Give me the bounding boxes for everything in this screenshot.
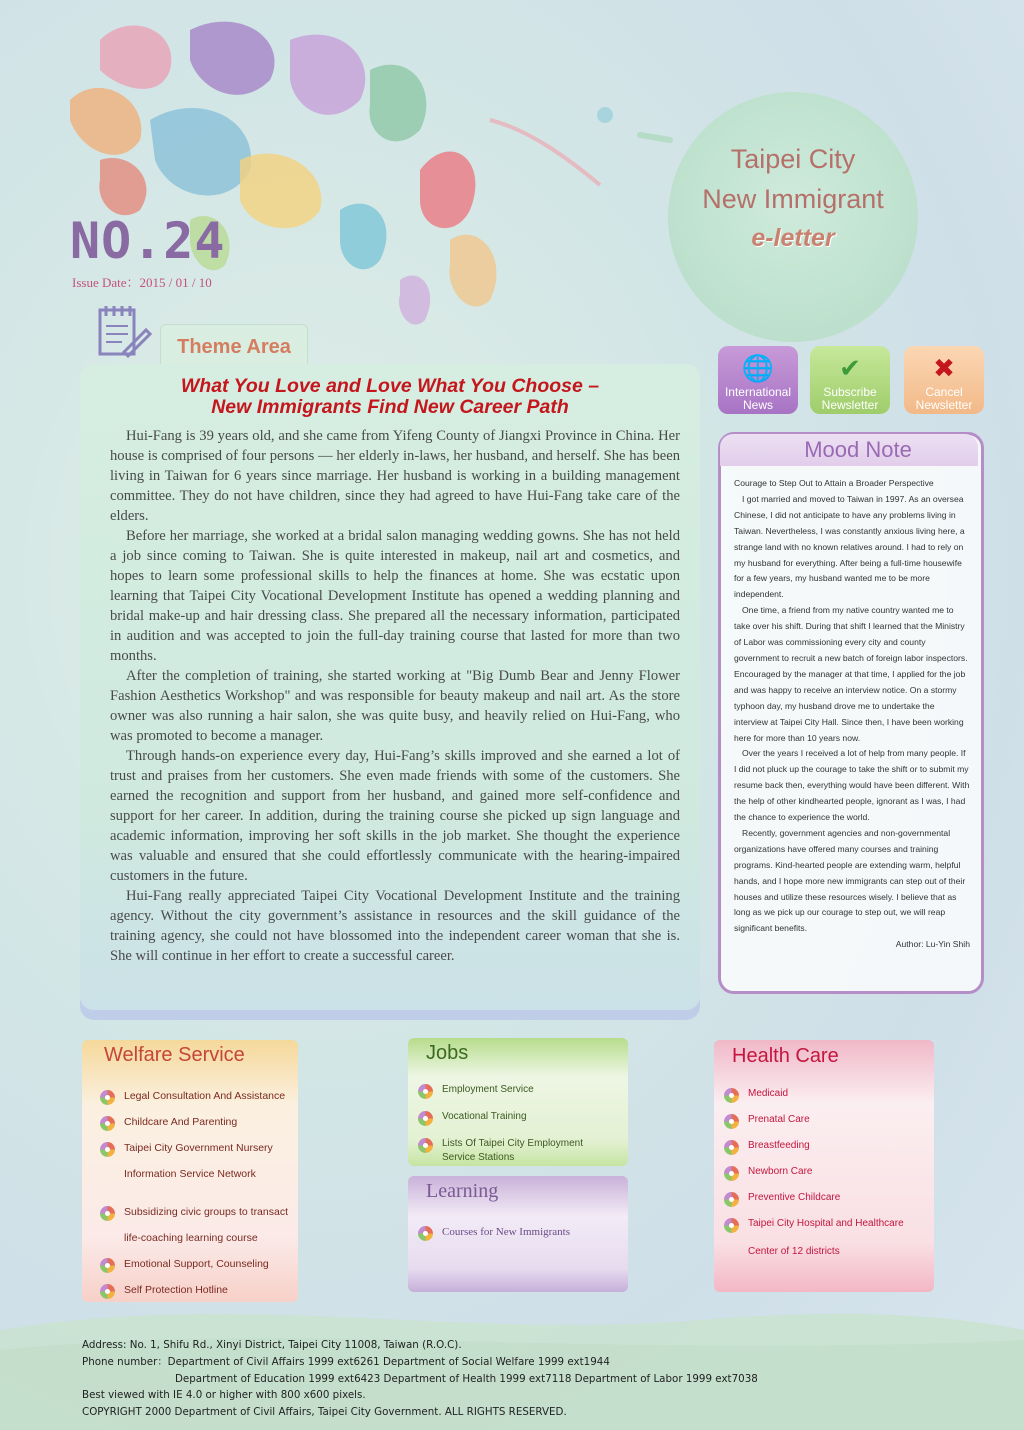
welfare-link[interactable]: Self Protection Hotline xyxy=(100,1284,300,1310)
footer-phone-line2: Department of Education 1999 ext6423 Department of Health 1999 ext7118 Department of Labor 1999 ext7038 xyxy=(175,1372,758,1385)
footer-address: Address: No. 1, Shifu Rd., Xinyi District, Taipei City 11008, Taiwan (R.O.C). xyxy=(82,1339,462,1351)
mood-note-paragraph: Recently, government agencies and non-governmental organizations have offered many courses and training programs. Kind-hearted people are extending warm, helpful hands, and I hope more new immigrants can step out of their houses and utilize these resources wisely. I believe that as long as we pick up our courage to step out, we will reap significant benefits. xyxy=(734,827,966,934)
subscribe-newsletter-button[interactable]: ✔ Subscribe Newsletter xyxy=(810,346,890,414)
mood-note-author: Author: Lu-Yin Shih xyxy=(895,939,970,950)
welfare-service-panel xyxy=(82,1040,298,1302)
health-care-title: Health Care xyxy=(732,1045,839,1067)
globe-icon: 🌐 xyxy=(741,353,775,383)
jobs-link[interactable]: Service Stations xyxy=(442,1152,515,1163)
pie-bullet-icon xyxy=(418,1111,433,1126)
pie-bullet-icon xyxy=(724,1166,739,1181)
newsletter-title-line3: e-letter xyxy=(751,224,835,252)
page-footer xyxy=(82,1337,982,1421)
pie-bullet-icon xyxy=(100,1090,115,1105)
welfare-link[interactable]: Taipei City Government Nursery xyxy=(100,1142,300,1168)
mood-note-paragraph: Over the years I received a lot of help from many people. If I did not pluck up the courage to take the shift or to submit my resume back then, everything would have been different. With the help of other kindhearted people, ignorant as I was, I had the chance to experience the world. xyxy=(734,748,970,823)
pie-bullet-icon xyxy=(724,1192,739,1207)
pie-bullet-icon xyxy=(724,1114,739,1129)
welfare-link[interactable]: Information Service Network xyxy=(124,1168,256,1180)
learning-panel xyxy=(408,1176,628,1292)
health-care-panel xyxy=(714,1040,934,1292)
cancel-newsletter-button[interactable]: ✖ Cancel Newsletter xyxy=(904,346,984,414)
jobs-title: Jobs xyxy=(426,1042,469,1064)
welfare-link[interactable]: Childcare And Parenting xyxy=(100,1116,300,1142)
health-link[interactable]: Taipei City Hospital and Healthcare xyxy=(724,1218,929,1246)
jobs-panel xyxy=(408,1038,628,1166)
welfare-link[interactable]: Legal Consultation And Assistance xyxy=(100,1090,300,1116)
health-link[interactable]: Medicaid xyxy=(724,1088,929,1114)
article-paragraph: After the completion of training, she started working at "Big Dumb Bear and Jenny Flower Fashion Aesthetics Workshop" and was responsible for beauty makeup and nail art. As the store owner was also running a hair salon, she was quite busy, and heavily relied on Hui-Fang, who was promoted to become a manager. xyxy=(110,668,680,744)
mood-note-paragraph: One time, a friend from my native country wanted me to take over his shift. During that shift I learned that the Ministry of Labor was commissioning every city and county government to recruit a new batch of foreign labor inspectors. Encouraged by the manager at that time, I applied for the job and was happy to receive an interview notice. On a stormy typhoon day, my husband drove me to undertake the interview at Taipei City Hall. Since then, I have been working here for more than 10 years now. xyxy=(734,605,968,743)
health-link[interactable]: Newborn Care xyxy=(724,1166,929,1192)
article-paragraph: Through hands-on experience every day, Hui-Fang’s skills improved and she earned a lot of trust and praises from her customers. She even made friends with some of the customers. She earned the recognition and support from her husband, and gained more self-confidence and support for her career. In addition, during the training course she picked up sign language and academic information, improving her soft skills in the job market. She thought the experience was valuable and ensured that she could effortlessly communicate with the hearing-impaired customers in the future. xyxy=(110,748,680,884)
health-link[interactable]: Center of 12 districts xyxy=(748,1246,840,1257)
pie-bullet-icon xyxy=(100,1258,115,1273)
article-headline-line1: What You Love and Love What You Choose – xyxy=(180,375,600,397)
health-link[interactable]: Breastfeeding xyxy=(724,1140,929,1166)
title-circle xyxy=(668,92,918,342)
issue-number: NO.24 xyxy=(70,212,226,270)
mood-note-paragraph: I got married and moved to Taiwan in 1997. As an oversea Chinese, I did not anticipate to have any problems living in Taiwan. Nevertheless, I was constantly anxious living here, a strange land with no known relatives around. I had to rely on my husband for everything. After being a full-time housewife for a few years, my husband wanted me to be more independent. xyxy=(734,493,965,600)
footer-browser-note: Best viewed with IE 4.0 or higher with 800 x600 pixels. xyxy=(82,1389,366,1402)
welfare-link[interactable]: Emotional Support, Counseling xyxy=(100,1258,300,1284)
checkmark-icon: ✔ xyxy=(839,353,861,383)
newsletter-title-line2: New Immigrant xyxy=(702,184,884,214)
article-headline xyxy=(100,376,680,418)
pie-bullet-icon xyxy=(418,1138,433,1153)
mood-note-subtitle: Courage to Step Out to Attain a Broader Perspective xyxy=(734,478,934,488)
pie-bullet-icon xyxy=(100,1206,115,1221)
welfare-link[interactable]: life-coaching learning course xyxy=(124,1232,258,1244)
issue-date: Issue Date：2015 / 01 / 10 xyxy=(72,275,212,290)
pie-bullet-icon xyxy=(100,1116,115,1131)
article-headline-line2: New Immigrants Find New Career Path xyxy=(211,396,569,418)
pie-bullet-icon xyxy=(724,1140,739,1155)
article-paragraph: Hui-Fang really appreciated Taipei City Vocational Development Institute and the training agency. Without the city government’s assistance in resources and the skill guidance of the training agency, she could not have blossomed into the independent career woman that she is. She will continue in her effort to create a successful career. xyxy=(110,888,680,964)
learning-link[interactable]: Courses for New Immigrants xyxy=(418,1226,623,1246)
mood-note-body xyxy=(734,476,970,953)
theme-area-tab: Theme Area xyxy=(160,324,308,367)
learning-title: Learning xyxy=(426,1180,499,1202)
article-paragraph: Before her marriage, she worked at a bridal salon managing wedding gowns. She has not held a job since coming to Taiwan. She is quite interested in makeup, nail art and cosmetics, and hopes to learn some professional skills to help the finances at home. She was ecstatic upon learning that Taipei City Vocational Development Institute has opened a wedding planning and bridal make-up and hair dressing class. She prepared all the necessary information, participated in audition and was accepted to join the full-day training course that lasted for more than two months. xyxy=(110,528,680,664)
pie-bullet-icon xyxy=(418,1226,433,1241)
article-body xyxy=(110,426,680,966)
footer-phone-line1: Phone number：Department of Civil Affairs 1999 ext6261 Department of Social Welfare 1999 ext1944 xyxy=(82,1355,610,1368)
mood-note-title: Mood Note xyxy=(804,437,912,462)
health-link[interactable]: Preventive Childcare xyxy=(724,1192,929,1218)
notepad-pencil-icon xyxy=(96,302,152,358)
article-paragraph: Hui-Fang is 39 years old, and she came from Yifeng County of Jiangxi Province in China. Her house is comprised of four persons — her elderly in-laws, her husband, and herself. She has been living in Taiwan for 6 years since marriage. Her husband is working in a building management committee. They do not have children, since they had agreed to have Hui-Fang take care of the elders. xyxy=(110,428,680,524)
pie-bullet-icon xyxy=(100,1284,115,1299)
cross-icon: ✖ xyxy=(933,353,955,383)
jobs-link[interactable]: Lists Of Taipei City Employment xyxy=(418,1138,618,1152)
health-link[interactable]: Prenatal Care xyxy=(724,1114,929,1140)
jobs-link[interactable]: Vocational Training xyxy=(418,1111,618,1138)
pie-bullet-icon xyxy=(724,1088,739,1103)
international-news-button[interactable]: 🌐 International News xyxy=(718,346,798,414)
pie-bullet-icon xyxy=(418,1084,433,1099)
newsletter-title-line1: Taipei City xyxy=(730,144,856,174)
jobs-link[interactable]: Employment Service xyxy=(418,1084,618,1111)
pie-bullet-icon xyxy=(100,1142,115,1157)
welfare-link[interactable]: Subsidizing civic groups to transact xyxy=(100,1206,300,1232)
welfare-service-title: Welfare Service xyxy=(104,1044,245,1066)
pie-bullet-icon xyxy=(724,1218,739,1233)
footer-copyright: COPYRIGHT 2000 Department of Civil Affairs, Taipei City Government. ALL RIGHTS RESERVED. xyxy=(82,1406,567,1419)
